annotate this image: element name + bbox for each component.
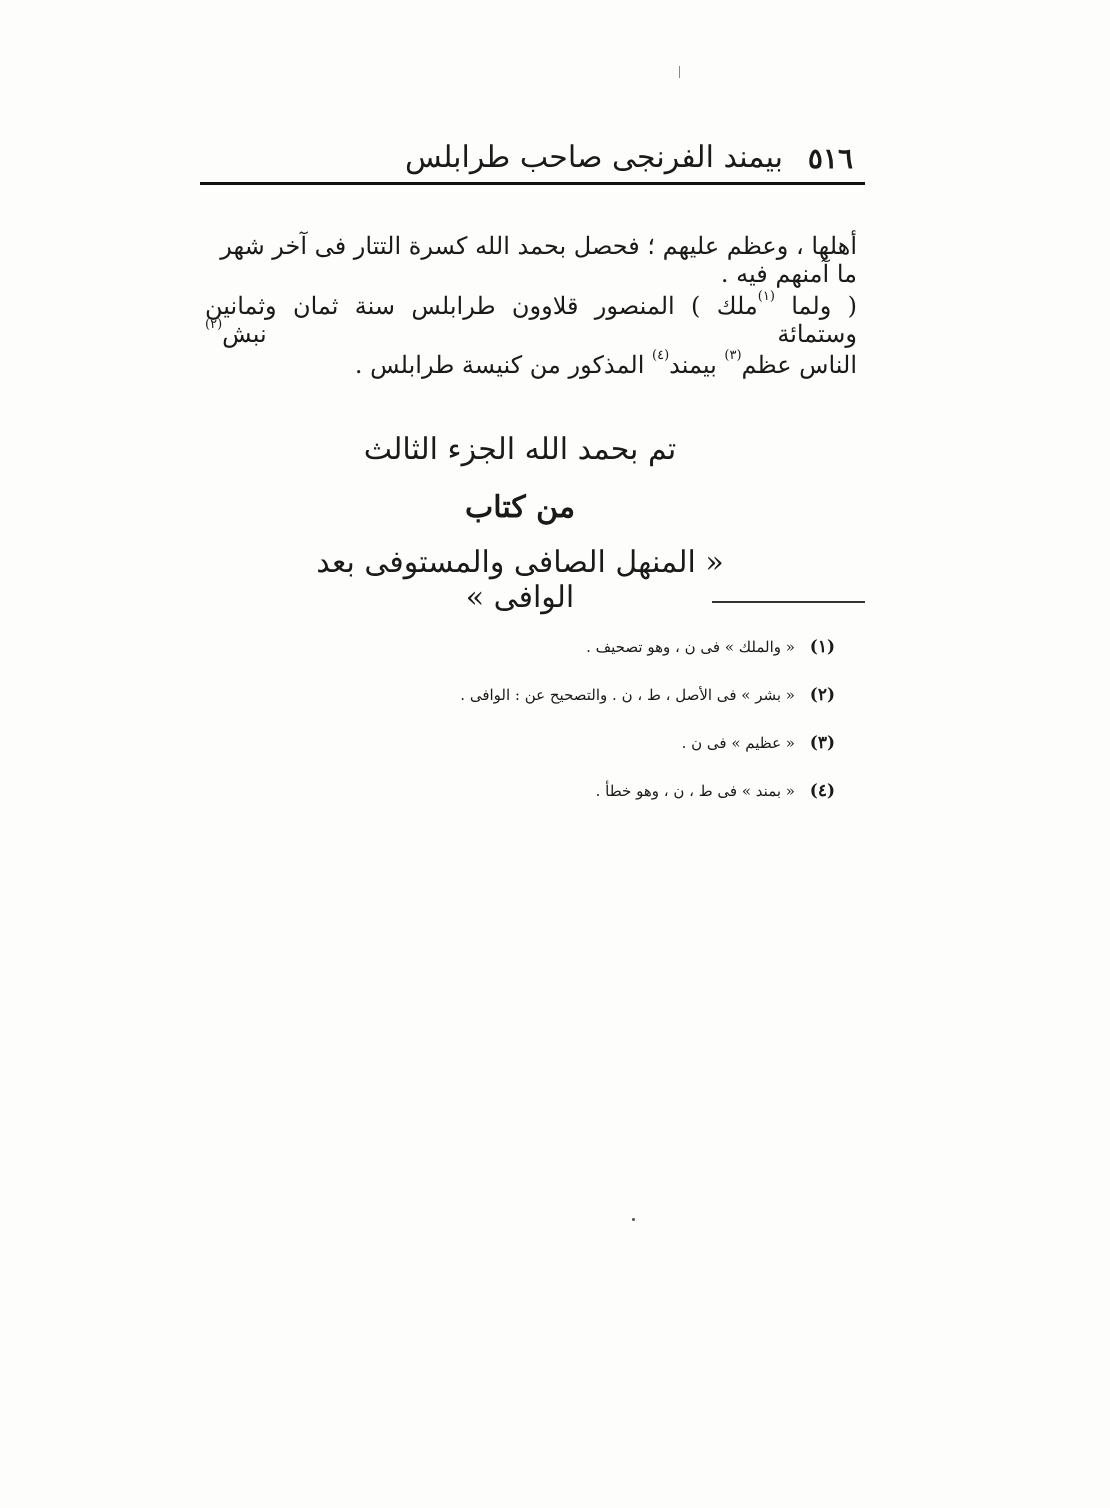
body-text-span: الناس عظم: [741, 351, 857, 379]
body-text-span: ملك ) المنصور قلاوون طرابلس سنة ثمان وثمانين وستمائة نبش: [205, 292, 857, 348]
footnote: [300, 682, 835, 730]
colophon-line: تم بحمد الله الجزء الثالث: [363, 432, 677, 467]
footnote-marker: (١): [757, 289, 775, 304]
scan-speck: [632, 1218, 635, 1221]
body-text-span: ( ولما: [774, 292, 857, 320]
footnote-marker: (٢): [205, 317, 223, 332]
colophon-line: من كتاب: [464, 490, 576, 525]
footnote-rule: [712, 601, 865, 603]
footnote-text: « بشر » فى الأصل ، ط ، ن . والتصحيح عن : الوافى .: [460, 686, 795, 704]
footnote-number: (٣): [809, 733, 835, 753]
footnote-number: (٤): [809, 781, 835, 801]
colophon-book-title: « المنهل الصافى والمستوفى بعد الوافى »: [316, 545, 724, 615]
footnote-text: « والملك » فى ن ، وهو تصحيف .: [586, 638, 795, 656]
footnote: [300, 730, 835, 778]
footnote: [300, 778, 835, 826]
footnote-number: (١): [809, 637, 835, 657]
body-line: [205, 348, 857, 379]
page-header: [200, 136, 865, 180]
footnotes: [300, 634, 835, 826]
page-number: ٥١٦: [807, 142, 853, 175]
footnote-text: « عظيم » فى ن .: [681, 734, 795, 752]
footnote-number: (٢): [809, 685, 835, 705]
footnote: [300, 634, 835, 682]
body-line: أهلها ، وعظم عليهم ؛ فحصل بحمد الله كسرة التتار فى آخر شهر ما آمنهم فيه .: [220, 232, 857, 288]
scan-mark: [679, 66, 680, 78]
body-line: [205, 289, 857, 348]
footnote-text: « بمند » فى ط ، ن ، وهو خطأ .: [595, 782, 795, 800]
footnote-marker: (٣): [724, 348, 742, 363]
footnote-marker: (٤): [652, 348, 670, 363]
body-text-span: المذكور من كنيسة طرابلس .: [354, 351, 652, 379]
running-title: بيمند الفرنجى صاحب طرابلس: [405, 140, 783, 175]
body-text-span: بيمند: [669, 351, 725, 379]
header-rule: [200, 182, 865, 185]
